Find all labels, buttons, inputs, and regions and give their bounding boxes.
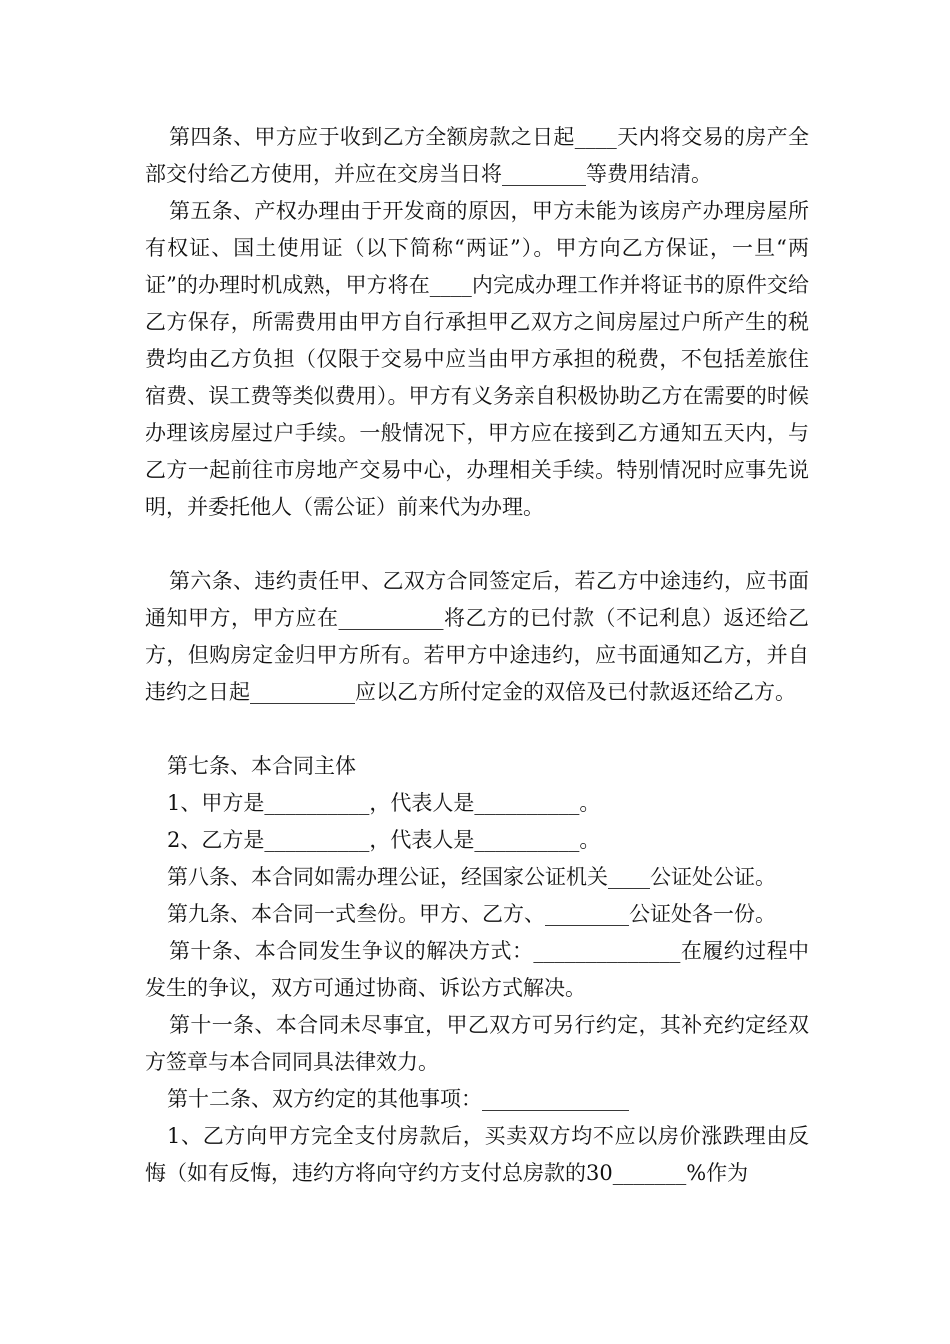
clause-7-party-a: 1、甲方是__________，代表人是__________。 bbox=[167, 791, 601, 815]
clause-8: 第八条、本合同如需办理公证，经国家公证机关____公证处公证。 bbox=[167, 865, 776, 889]
clause-6: 第六条、违约责任甲、乙双方合同签定后，若乙方中途违约，应书面通知甲方，甲方应在__________将乙方的已付款（不记利息）返还给乙方，但购房定金归甲方所有。若甲方中途违约，应书面通知乙方，并自违约之日起__________应以乙方所付定金的双倍及已付款返还给乙方。 bbox=[145, 569, 809, 704]
clause-9: 第九条、本合同一式叁份。甲方、乙方、________公证处各一份。 bbox=[167, 902, 776, 926]
clause-7-party-b: 2、乙方是__________，代表人是__________。 bbox=[167, 828, 601, 852]
clause-7-title: 第七条、本合同主体 bbox=[167, 754, 356, 778]
clause-4: 第四条、甲方应于收到乙方全额房款之日起____天内将交易的房产全部交付给乙方使用，并应在交房当日将________等费用结清。 bbox=[145, 125, 809, 186]
clause-12: 第十二条、双方约定的其他事项：______________ bbox=[167, 1087, 629, 1111]
clause-11: 第十一条、本合同未尽事宜，甲乙双方可另行约定，其补充约定经双方签章与本合同同具法律效力。 bbox=[145, 1013, 809, 1074]
clause-10: 第十条、本合同发生争议的解决方式：______________在履约过程中发生的争议，双方可通过协商、诉讼方式解决。 bbox=[145, 939, 809, 1000]
clause-12-item-1: 1、乙方向甲方完全支付房款后，买卖双方均不应以房价涨跌理由反悔（如有反悔，违约方将向守约方支付总房款的30_______%作为 bbox=[145, 1124, 809, 1185]
clause-5: 第五条、产权办理由于开发商的原因，甲方未能为该房产办理房屋所有权证、国土使用证（以下简称“两证”）。甲方向乙方保证，一旦“两证”的办理时机成熟，甲方将在____内完成办理工作并将证书的原件交给乙方保存，所需费用由甲方自行承担甲乙双方之间房屋过户所产生的税费均由乙方负担（仅限于交易中应当由甲方承担的税费，不包括差旅住宿费、误工费等类似费用）。甲方有义务亲自积极协助乙方在需要的时候办理该房屋过户手续。一般情况下，甲方应在接到乙方通知五天内，与乙方一起前往市房地产交易中心，办理相关手续。特别情况时应事先说明，并委托他人（需公证）前来代为办理。 bbox=[145, 199, 809, 519]
